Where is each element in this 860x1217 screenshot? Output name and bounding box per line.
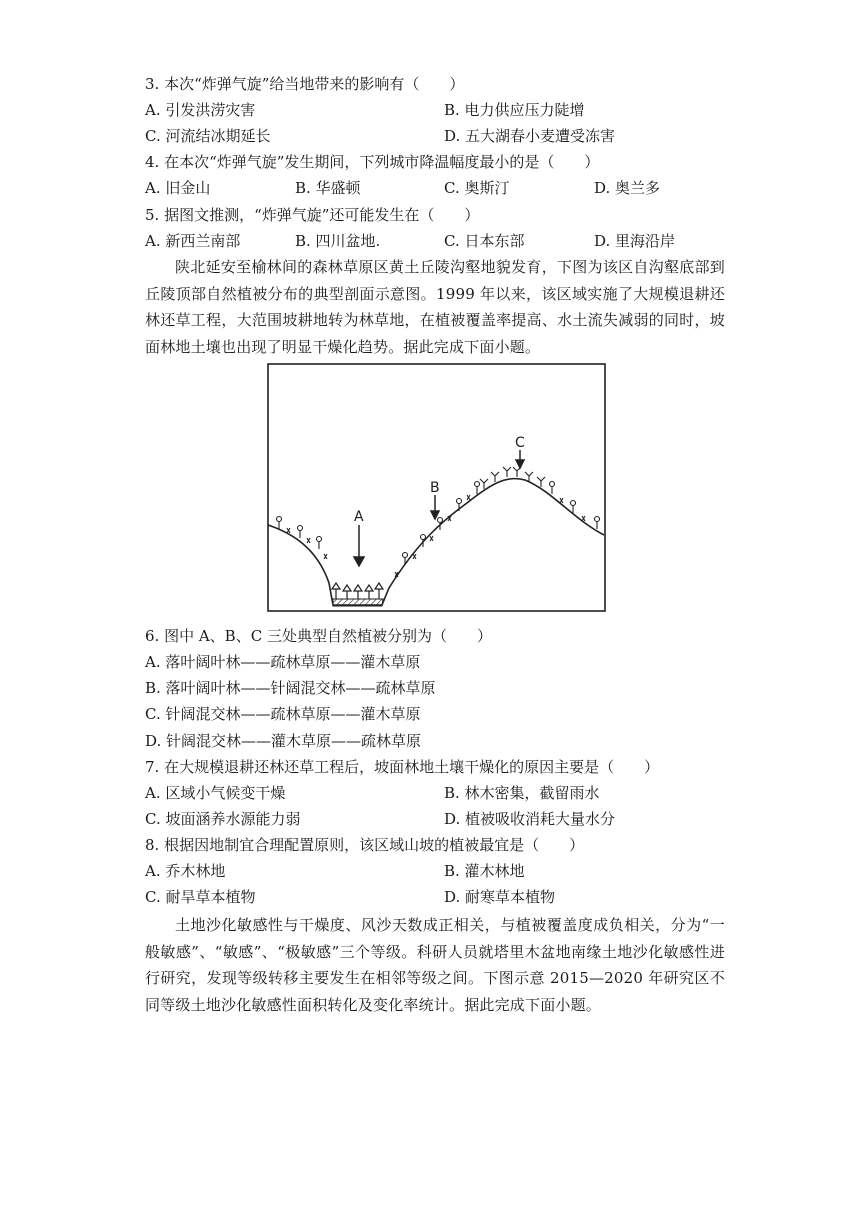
q5-option-c: C. 日本东部 bbox=[444, 232, 525, 250]
q4-option-c: C. 奥斯汀 bbox=[444, 179, 510, 197]
q8-option-a: A. 乔木林地 bbox=[145, 862, 226, 880]
q3-stem: 3. 本次“炸弹气旋”给当地带来的影响有（ ） bbox=[145, 75, 465, 93]
passage-loess-plateau: 陕北延安至榆林间的森林草原区黄土丘陵沟壑地貌发育，下图为该区自沟壑底部到丘陵顶部自然植被分布的典型剖面示意图。1999 年以来，该区域实施了大规模退耕还林还草工程，大范围坡耕地转为林草地，在植被覆盖率提高、水土流失减弱的同时，坡面林地土壤也出现了明显干燥化趋势。据此完成下面小题。 bbox=[145, 258, 725, 356]
q7-options-row1 bbox=[145, 783, 745, 803]
passage-tarim-desertification: 土地沙化敏感性与干燥度、风沙天数成正相关，与植被覆盖度成负相关，分为“一般敏感”、“敏感”、“极敏感”三个等级。科研人员就塔里木盆地南缘土地沙化敏感性进行研究，发现等级转移主要发生在相邻等级之间。下图示意 2015—2020 年研究区不同等级土地沙化敏感性面积转化及变化率统计。据此完成下面小题。 bbox=[145, 916, 725, 1014]
label-c: C bbox=[515, 435, 525, 451]
q7-option-c: C. 坡面涵养水源能力弱 bbox=[145, 810, 301, 828]
q8-options-row2 bbox=[145, 887, 745, 907]
q3-option-b: B. 电力供应压力陡增 bbox=[444, 101, 585, 119]
q3-option-c: C. 河流结冰期延长 bbox=[145, 127, 271, 145]
label-a: A bbox=[354, 509, 364, 525]
q6-option-b: B. 落叶阔叶林——针阔混交林——疏林草原 bbox=[145, 679, 436, 697]
q7-option-b: B. 林木密集，截留雨水 bbox=[444, 784, 600, 802]
q3-option-a: A. 引发洪涝灾害 bbox=[145, 101, 256, 119]
valley-floor-sediment bbox=[333, 599, 383, 606]
vegetation-profile-diagram bbox=[267, 363, 607, 613]
q4-options bbox=[145, 178, 745, 198]
q7-option-d: D. 植被吸收消耗大量水分 bbox=[444, 810, 616, 828]
q5-option-d: D. 里海沿岸 bbox=[594, 232, 676, 250]
q7-options-row2 bbox=[145, 809, 745, 829]
q8-stem: 8. 根据因地制宜合理配置原则，该区域山坡的植被最宜是（ ） bbox=[145, 836, 585, 854]
q5-option-b: B. 四川盆地. bbox=[295, 232, 381, 250]
q7-stem: 7. 在大规模退耕还林还草工程后，坡面林地土壤干燥化的原因主要是（ ） bbox=[145, 758, 660, 776]
q8-option-b: B. 灌木林地 bbox=[444, 862, 525, 880]
q6-option-d: D. 针阔混交林——灌木草原——疏林草原 bbox=[145, 732, 422, 750]
label-b: B bbox=[430, 480, 440, 496]
q4-option-b: B. 华盛顿 bbox=[295, 179, 361, 197]
q3-options-row2 bbox=[145, 126, 745, 146]
q6-option-c: C. 针阔混交林——疏林草原——灌木草原 bbox=[145, 705, 421, 723]
q4-stem: 4. 在本次“炸弹气旋”发生期间，下列城市降温幅度最小的是（ ） bbox=[145, 153, 600, 171]
vegetation-profile-figure bbox=[267, 363, 607, 613]
q3-options-row1 bbox=[145, 100, 745, 120]
q5-option-a: A. 新西兰南部 bbox=[145, 232, 241, 250]
q5-options bbox=[145, 231, 745, 251]
q6-option-a: A. 落叶阔叶林——疏林草原——灌木草原 bbox=[145, 653, 421, 671]
q3-option-d: D. 五大湖春小麦遭受冻害 bbox=[444, 127, 616, 145]
q4-option-a: A. 旧金山 bbox=[145, 179, 211, 197]
q4-option-d: D. 奥兰多 bbox=[594, 179, 661, 197]
q8-options-row1 bbox=[145, 861, 745, 881]
q7-option-a: A. 区域小气候变干燥 bbox=[145, 784, 286, 802]
q8-option-c: C. 耐旱草本植物 bbox=[145, 888, 256, 906]
q8-option-d: D. 耐寒草本植物 bbox=[444, 888, 556, 906]
q5-stem: 5. 据图文推测，“炸弹气旋”还可能发生在（ ） bbox=[145, 206, 480, 224]
q6-stem: 6. 图中 A、B、C 三处典型自然植被分别为（ ） bbox=[145, 627, 492, 645]
